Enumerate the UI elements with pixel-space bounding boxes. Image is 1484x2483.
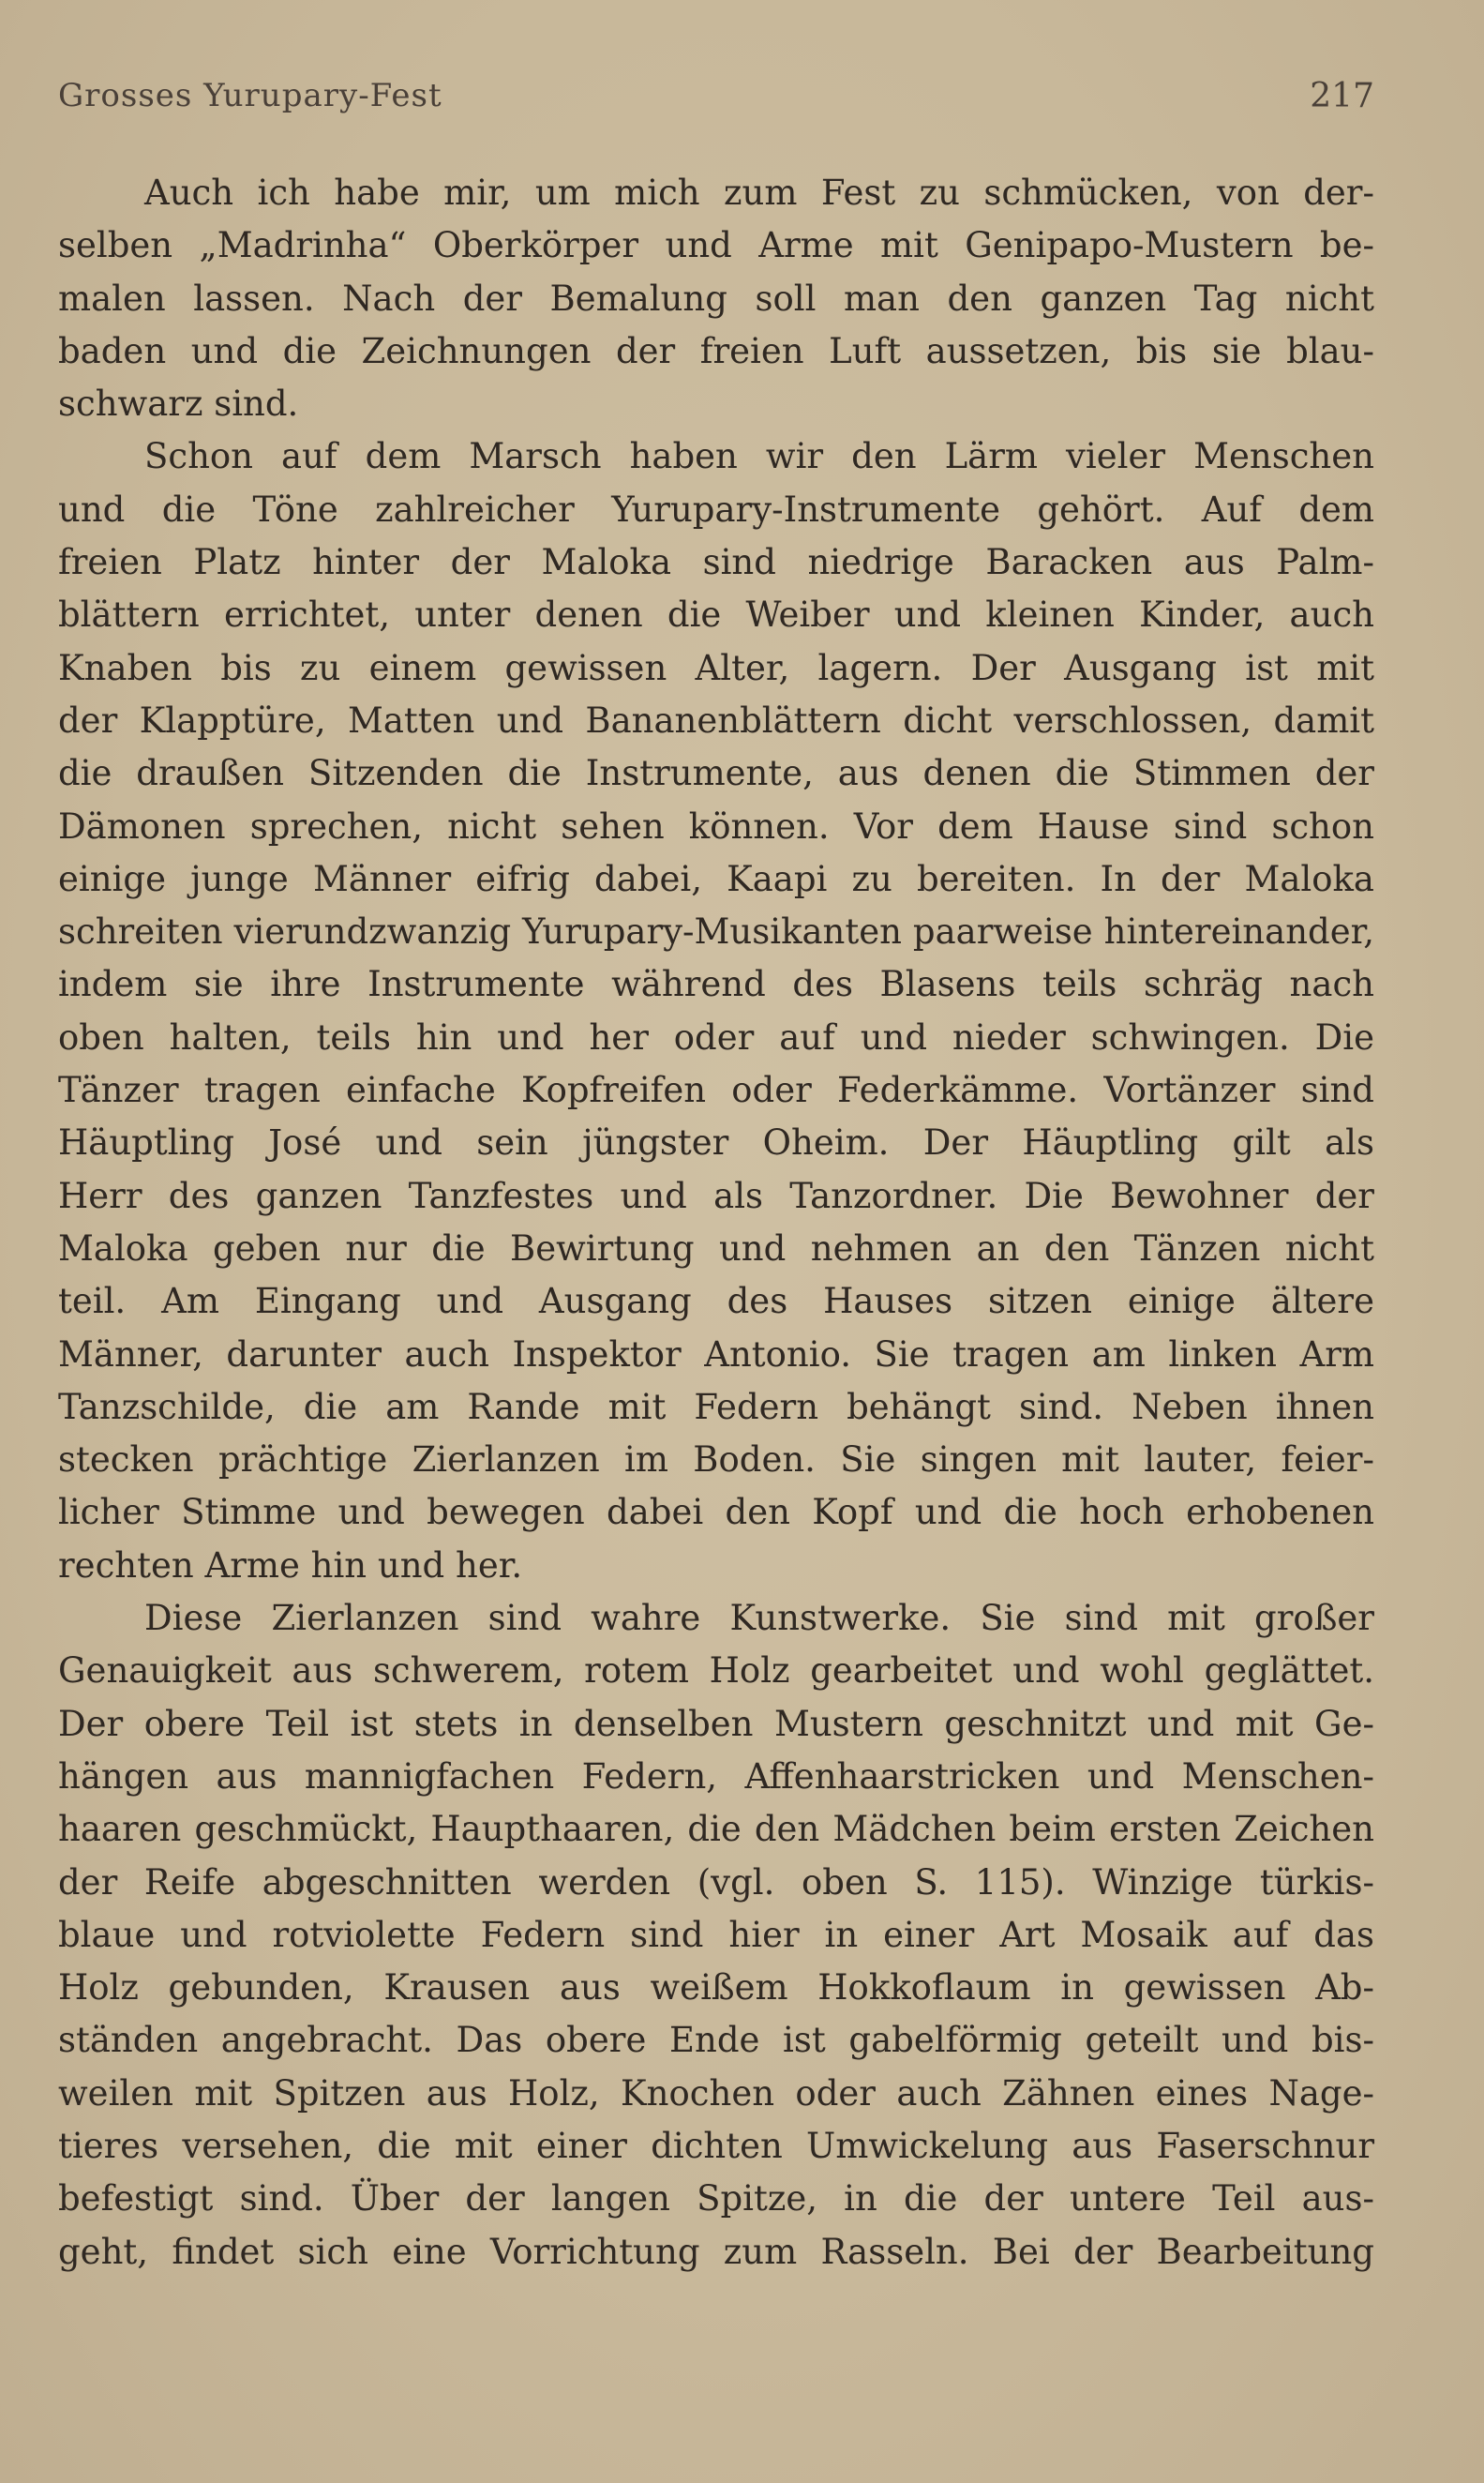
text-line: weilen mit Spitzen aus Holz, Knochen oder auch Zähnen eines Nage- [58, 2072, 1374, 2114]
text-line: teil. Am Eingang und Ausgang des Hauses sitzen einige ältere [58, 1281, 1374, 1322]
text-line: indem sie ihre Instrumente während des Blasens teils schräg nach [58, 964, 1374, 1005]
text-line: blättern errichtet, unter denen die Weiber und kleinen Kinder, auch [58, 594, 1374, 636]
page-number: 217 [1310, 77, 1374, 115]
text-line: Genauigkeit aus schwerem, rotem Holz gearbeitet und wohl geglättet. [58, 1650, 1374, 1692]
text-line: die draußen Sitzenden die Instrumente, aus denen die Stimmen der [58, 753, 1374, 794]
text-line: ständen angebracht. Das obere Ende ist gabelförmig geteilt und bis- [58, 2020, 1374, 2061]
text-line: geht, findet sich eine Vorrichtung zum Rasseln. Bei der Bearbeitung [58, 2231, 1374, 2272]
text-line: Häuptling José und sein jüngster Oheim. Der Häuptling gilt als [58, 1122, 1374, 1164]
text-line: tieres versehen, die mit einer dichten Umwickelung aus Faserschnur [58, 2125, 1374, 2166]
text-line: einige junge Männer eifrig dabei, Kaapi zu bereiten. In der Maloka [58, 858, 1374, 899]
text-line: stecken prächtige Zierlanzen im Boden. Sie singen mit lauter, feier- [58, 1439, 1374, 1481]
text-line: malen lassen. Nach der Bemalung soll man den ganzen Tag nicht [58, 278, 1374, 319]
text-line: Auch ich habe mir, um mich zum Fest zu schmücken, von der- [144, 173, 1374, 213]
text-line: Diese Zierlanzen sind wahre Kunstwerke. Sie sind mit großer [144, 1598, 1374, 1639]
text-line: und die Töne zahlreicher Yurupary-Instrumente gehört. Auf dem [58, 489, 1374, 530]
text-line: Der obere Teil ist stets in denselben Mustern geschnitzt und mit Ge- [58, 1703, 1374, 1744]
text-line: Männer, darunter auch Inspektor Antonio. Sie tragen am linken Arm [58, 1333, 1374, 1375]
text-line: hängen aus mannigfachen Federn, Affenhaarstricken und Menschen- [58, 1755, 1374, 1797]
text-line: oben halten, teils hin und her oder auf und nieder schwingen. Die [58, 1016, 1374, 1058]
text-line: licher Stimme und bewegen dabei den Kopf und die hoch erhobenen [58, 1492, 1374, 1533]
body-text [58, 167, 1374, 2279]
text-line: freien Platz hinter der Maloka sind niedrige Baracken aus Palm- [58, 542, 1374, 583]
text-line: Tanzschilde, die am Rande mit Federn behängt sind. Neben ihnen [58, 1386, 1374, 1427]
running-title: Grosses Yurupary-Fest [58, 77, 442, 114]
page-header [58, 77, 1374, 124]
text-line: Herr des ganzen Tanzfestes und als Tanzordner. Die Bewohner der [58, 1175, 1374, 1216]
text-line: selben „Madrinha“ Oberkörper und Arme mit Genipapo-Mustern be- [58, 225, 1374, 266]
text-line: Maloka geben nur die Bewirtung und nehmen an den Tänzen nicht [58, 1227, 1374, 1269]
text-line: Tänzer tragen einfache Kopfreifen oder Federkämme. Vortänzer sind [58, 1070, 1374, 1111]
text-line: rechten Arme hin und her. [58, 1544, 523, 1586]
text-line: schwarz sind. [58, 384, 299, 425]
text-line: blaue und rotviolette Federn sind hier in einer Art Mosaik auf das [58, 1914, 1374, 1955]
text-line: Schon auf dem Marsch haben wir den Lärm vieler Menschen [144, 436, 1374, 477]
text-line: der Klapptüre, Matten und Bananenblättern dicht verschlossen, damit [58, 700, 1374, 741]
text-line: Holz gebunden, Krausen aus weißem Hokkoflaum in gewissen Ab- [58, 1967, 1374, 2009]
text-line: haaren geschmückt, Haupthaaren, die den Mädchen beim ersten Zeichen [58, 1809, 1374, 1850]
text-line: der Reife abgeschnitten werden (vgl. oben S. 115). Winzige türkis- [58, 1861, 1374, 1903]
text-line: Knaben bis zu einem gewissen Alter, lagern. Der Ausgang ist mit [58, 647, 1374, 688]
text-line: Dämonen sprechen, nicht sehen können. Vor dem Hause sind schon [58, 805, 1374, 847]
text-line: baden und die Zeichnungen der freien Luft aussetzen, bis sie blau- [58, 330, 1374, 371]
text-line: befestigt sind. Über der langen Spitze, in die der untere Teil aus- [58, 2178, 1374, 2220]
text-line: schreiten vierundzwanzig Yurupary-Musikanten paarweise hintereinander, [58, 911, 1374, 953]
